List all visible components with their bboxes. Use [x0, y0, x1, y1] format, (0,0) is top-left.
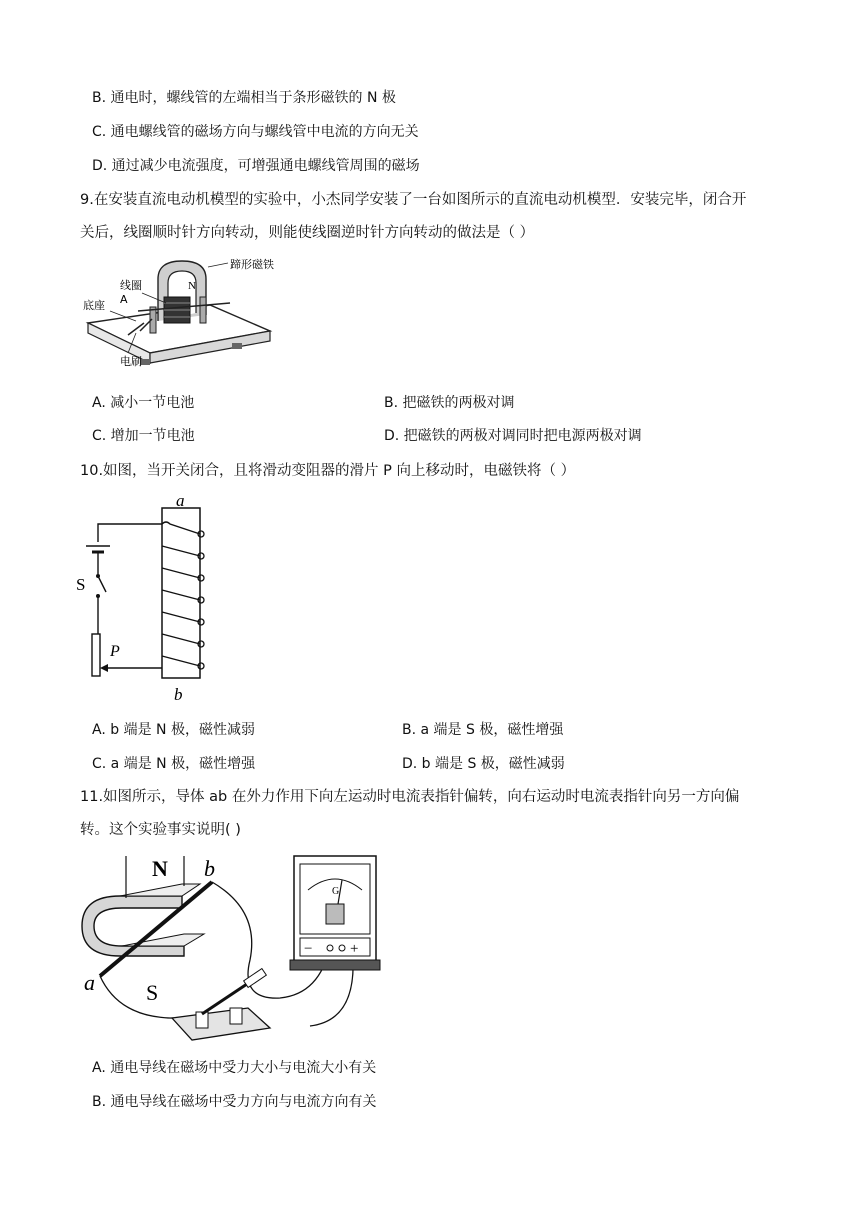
switch-s-label: S [76, 575, 86, 594]
dc-motor-figure [80, 253, 280, 373]
q8-option-b: B. 通电时，螺线管的左端相当于条形磁铁的 N 极 [92, 90, 396, 106]
end-b-label: b [174, 685, 183, 704]
q11-stem-line1: 11.如图所示，导体 ab 在外力作用下向左运动时电流表指针偏转，向右运动时电流表指针向另一方向偏 [80, 789, 740, 805]
point-a-label: A [120, 293, 128, 306]
q9-stem-line1: 9.在安装直流电动机模型的实验中，小杰同学安装了一台如图所示的直流电动机模型．安装完毕，闭合开 [80, 192, 747, 208]
pole-s-label: S [146, 980, 159, 1005]
q9-option-d: D. 把磁铁的两极对调同时把电源两极对调 [384, 428, 642, 444]
slider-p-label: P [110, 643, 120, 660]
q9-stem-line2: 关后，线圈顺时针方向转动，则能使线圈逆时针方向转动的做法是（ ） [80, 225, 535, 241]
electromagnet-circuit-figure [76, 490, 216, 710]
q8-option-c: C. 通电螺线管的磁场方向与螺线管中电流的方向无关 [92, 124, 419, 140]
galvanometer-plus-label: + [350, 941, 359, 957]
q11-option-b: B. 通电导线在磁场中受力方向与电流方向有关 [92, 1094, 377, 1110]
q11-option-a: A. 通电导线在磁场中受力大小与电流大小有关 [92, 1060, 377, 1076]
magnet-n-label: N [188, 280, 196, 292]
magnet-label: 蹄形磁铁 [230, 258, 274, 271]
q10-option-d: D. b 端是 S 极，磁性减弱 [402, 756, 565, 772]
base-label: 底座 [83, 299, 105, 312]
q9-option-c: C. 增加一节电池 [92, 428, 195, 444]
galvanometer-minus-label: − [304, 941, 313, 957]
coil-label: 线圈 [120, 279, 142, 292]
q9-option-a: A. 减小一节电池 [92, 395, 195, 411]
pole-n-label: N [152, 856, 168, 881]
q10-stem: 10.如图，当开关闭合，且将滑动变阻器的滑片 P 向上移动时，电磁铁将（ ） [80, 463, 576, 479]
electromagnetic-induction-figure [80, 850, 400, 1050]
q9-option-b: B. 把磁铁的两极对调 [384, 395, 515, 411]
brush-label: 电刷 [120, 355, 142, 368]
conductor-b-label: b [204, 856, 215, 881]
q8-option-d: D. 通过减少电流强度，可增强通电螺线管周围的磁场 [92, 158, 420, 174]
q10-option-c: C. a 端是 N 极，磁性增强 [92, 756, 256, 772]
q10-option-a: A. b 端是 N 极，磁性减弱 [92, 722, 255, 738]
q11-stem-line2: 转。这个实验事实说明( ) [80, 822, 241, 838]
galvanometer-g-label: G [332, 886, 340, 897]
q10-option-b: B. a 端是 S 极，磁性增强 [402, 722, 564, 738]
end-a-label: a [176, 491, 185, 510]
conductor-a-label: a [84, 970, 95, 995]
